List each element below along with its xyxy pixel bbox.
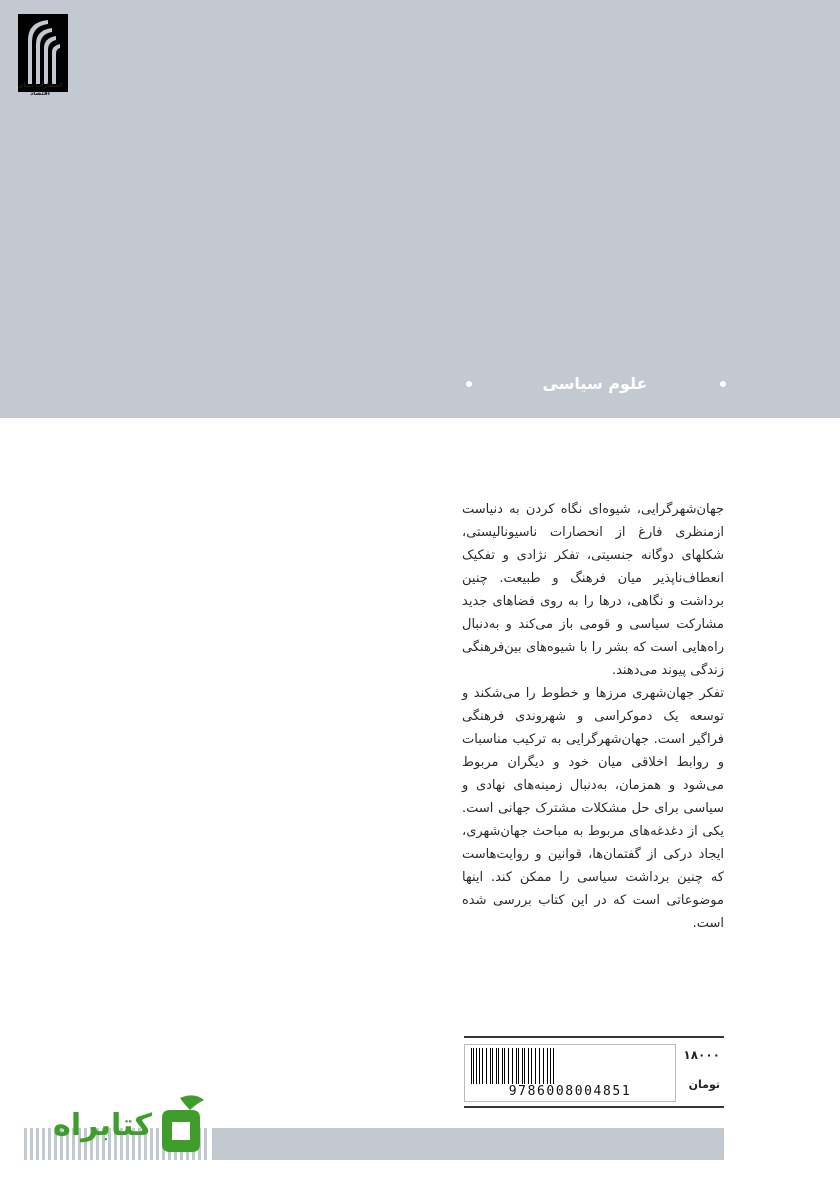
price-currency: تومان [688, 1078, 720, 1091]
publisher-logo-text: انتشارات دنیای اقتصاد [17, 82, 63, 97]
back-cover-blurb [462, 498, 724, 935]
subject-label: علوم سیاسی [542, 374, 648, 393]
isbn-number: 9786008004851 [508, 1084, 632, 1099]
brand-name: کتابراه [53, 1108, 152, 1143]
dot-right-icon [720, 381, 726, 387]
cover-top-band [0, 0, 840, 418]
blurb-paragraph-2: تفکر جهان‌شهری مرزها و خطوط را می‌شکند و توسعه یک دموکراسی و شهروندی فرهنگی فراگیر است. جهان‌شهرگرایی به ترکیب مناسبات و روابط اخلاقی میان خود و دیگران مربوط می‌شود و همزمان، به‌دنبال زمینه‌های نهادی و سیاسی برای حل مشکلات مشترک جهانی است. یکی از دغدغه‌های مربوط به مباحث جهان‌شهری، ایجاد درکی از گفتمان‌ها، قوانین و روایت‌هاست که چنین برداشت سیاسی را ممکن کند. اینها موضوعاتی است که در این کتاب بررسی شده است. [462, 686, 724, 931]
isbn-barcode [464, 1044, 676, 1102]
price-isbn-box [464, 1036, 724, 1108]
blurb-paragraph-1: جهان‌شهرگرایی، شیوه‌ای نگاه کردن به دنیاست ازمنظری فارغ از انحصارات ناسیونالیستی، شکلهای دوگانه جنسیتی، تفکر نژادی و تفکیک انعطاف‌ناپذیر میان فرهنگ و طبیعت. چنین برداشت و نگاهی، درها را به روی فضاهای جدید مشارکت سیاسی و قومی باز می‌کند و به‌دنبال راه‌هایی است که بشر را با شیوه‌های بین‌فرهنگی زندگی پیوند می‌دهند. [462, 502, 724, 678]
price-value: ۱۸۰۰۰ [683, 1048, 720, 1062]
barcode-bars-icon [469, 1048, 671, 1084]
ketabrah-leaf-icon [154, 1092, 208, 1158]
bottom-strip [212, 1128, 724, 1160]
subject-row [460, 372, 730, 396]
ketabrah-brand [40, 1092, 210, 1162]
